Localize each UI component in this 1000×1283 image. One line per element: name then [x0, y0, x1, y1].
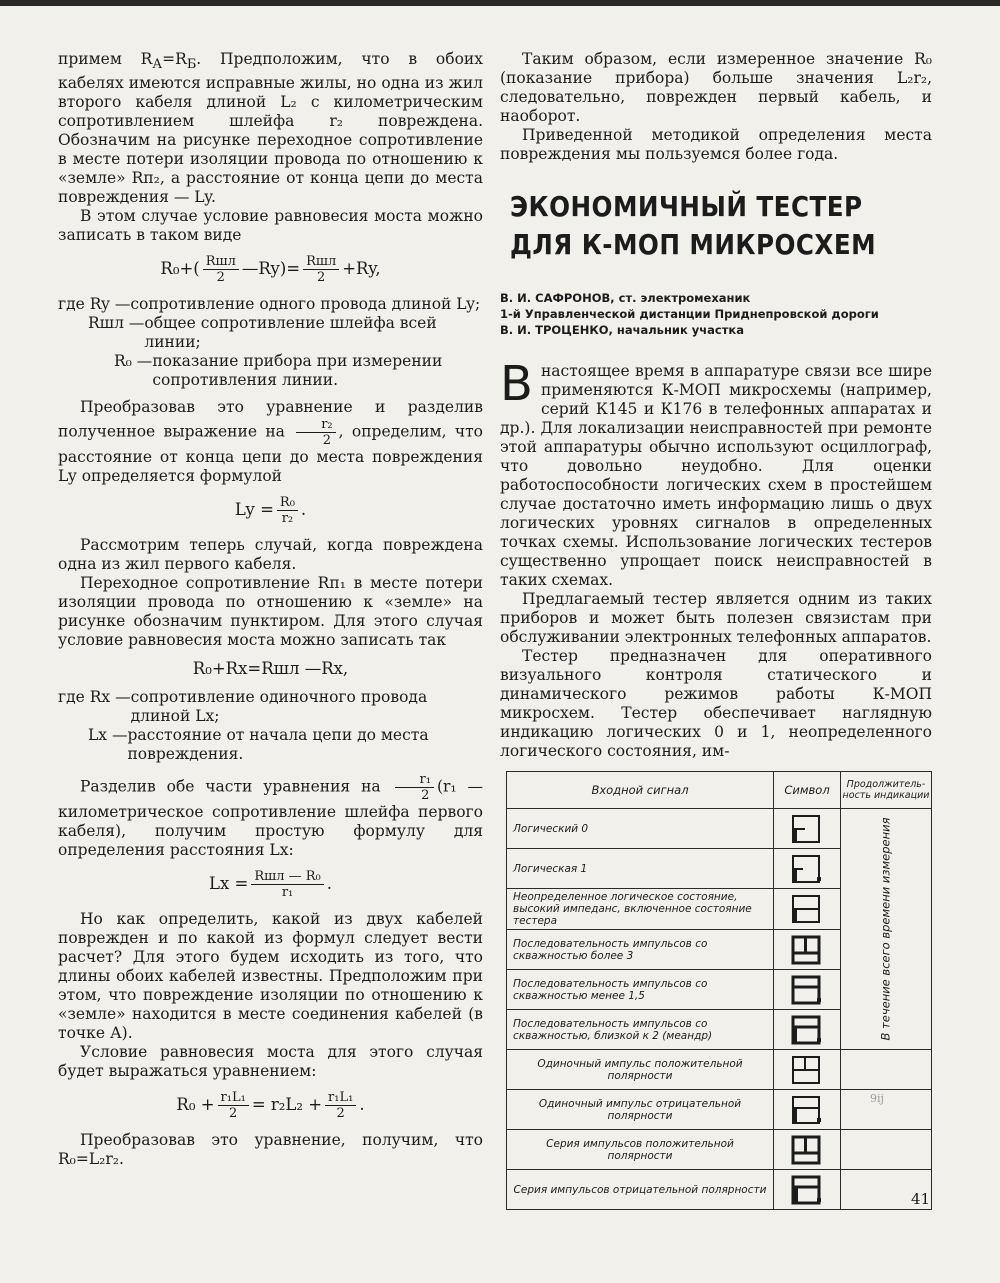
indicator-symbol	[789, 974, 825, 1006]
definition: Rшл — общее сопротивление шлейфа всей линии;	[88, 314, 437, 352]
formula-lx: Lx = $\frac{\text{Rшл — R₀}}{\text{r₁}}$ .	[209, 869, 332, 901]
definition: где Ry — сопротивление одного провода длиной Ly;	[58, 295, 481, 314]
formula-rx: R₀+Rx=Rшл —Rx,	[192, 659, 349, 679]
page-number: 41	[911, 1190, 931, 1208]
indicator-symbol	[789, 1014, 825, 1046]
indicator-symbol	[789, 934, 825, 966]
duration-cell	[841, 1130, 932, 1170]
paragraph: Внастоящее время в аппаратуре связи все шире применяются К-МОП микросхемы (например, серий К145 и К176 в телефонных аппаратах и др.). Для локализации неисправностей при ремонте этой аппаратуры обычно используют осциллограф, что довольно неудобно. Для оценки работоспособности логических схем в простейшем случае достаточно иметь информацию лишь о двух логических уровнях сигналов в определенных точках схемы. Использование логических тестеров существенно упрощает поиск неисправностей в таких схемах.	[500, 356, 932, 589]
paragraph: Таким образом, если измеренное значение R₀ (показание прибора) больше значения L₂r₂, следовательно, поврежден первый кабель, и наоборот.	[500, 50, 932, 125]
indication-table-wrapper	[506, 771, 932, 1210]
paragraph: Тестер предназначен для оперативного визуального контроля статического и динамического режимов работы К-МОП микросхем. Тестер обеспечивает наглядную индикацию логических 0 и 1, неопределенного логического состояния, им-	[500, 647, 932, 760]
duration-cell	[841, 1090, 932, 1130]
article-title: ЭКОНОМИЧНЫЙ ТЕСТЕР ДЛЯ К-МОП МИКРОСХЕМ	[510, 190, 877, 261]
indicator-symbol	[789, 893, 825, 925]
indicator-symbol	[789, 1094, 825, 1126]
definitions-list	[58, 295, 483, 390]
formula-balance: R₀ + $\frac{\text{r₁L₁}}{2}$ = r₂L₂ + $\frac{\text{r₁L₁}}{2}$ .	[176, 1090, 365, 1122]
signal-cell: Последовательность импульсов со скважностью более 3	[507, 930, 774, 970]
authors-block: В. И. САФРОНОВ, ст. электромеханик 1-й Управленческой дистанции Приднепровской дороги В. И. ТРОЦЕНКО, начальник участка	[500, 291, 879, 337]
indicator-symbol	[789, 853, 825, 885]
indicator-symbol	[789, 1134, 825, 1166]
paragraph: Условие равновесия моста для этого случая будет выражаться уравнением:	[58, 1043, 483, 1081]
column-header-duration: Продолжитель-ность индикации	[841, 772, 932, 809]
signal-cell: Неопределенное логическое состояние, высокий импеданс, включенное состояние тестера	[507, 889, 774, 930]
signal-cell: Серия импульсов положительной полярности	[507, 1130, 774, 1170]
drop-cap: В	[500, 356, 533, 412]
paragraph: примем $R_А=R_Б$. Предположим, что в обоих кабелях имеются исправные жилы, но одна из жил второго кабеля длиной L₂ с километрическим сопротивлением шлейфа r₂ повреждена. Обозначим на рисунке переходное сопротивление в месте потери изоляции провода по отношению к «земле» Rп₂, а расстояние от конца цепи до места повреждения — Ly.	[58, 50, 483, 207]
stamp: 9ij	[870, 1092, 884, 1105]
symbol-cell	[774, 1010, 841, 1050]
signal-cell: Одиночный импульс отрицательной полярности	[507, 1090, 774, 1130]
formula-ly: Ly = $\frac{\text{R₀}}{\text{r₂}}$ .	[234, 495, 307, 527]
left-column	[58, 50, 483, 1169]
signal-cell: Одиночный импульс положительной полярности	[507, 1050, 774, 1090]
symbol-cell	[774, 809, 841, 849]
table-row	[507, 1050, 932, 1090]
right-column	[500, 50, 932, 1210]
symbol-cell	[774, 849, 841, 889]
paragraph: В этом случае условие равновесия моста можно записать в таком виде	[58, 207, 483, 245]
symbol-cell	[774, 1130, 841, 1170]
column-header-symbol: Символ	[774, 772, 841, 809]
column-header-signal: Входной сигнал	[507, 772, 774, 809]
paragraph: Приведенной методикой определения места повреждения мы пользуемся более года.	[500, 126, 932, 163]
duration-text: В течение всего времени измерения	[878, 817, 893, 1041]
symbol-cell	[774, 889, 841, 930]
symbol-cell	[774, 1170, 841, 1210]
indicator-symbol	[789, 813, 825, 845]
definitions-list	[58, 688, 483, 764]
table-row	[507, 809, 932, 849]
formula-equilibrium: R₀+( $\frac{\text{Rшл}}{2}$ —Ry)= $\frac{\text{Rшл}}{2}$ +Ry,	[160, 254, 381, 286]
signal-cell: Логическая 1	[507, 849, 774, 889]
symbol-cell	[774, 1050, 841, 1090]
table-row	[507, 1130, 932, 1170]
paragraph: Переходное сопротивление Rп₁ в месте потери изоляции провода по отношению к «земле» на рисунке обозначим пунктиром. Для этого случая условие равновесия моста можно записать так	[58, 574, 483, 650]
paragraph: Разделив обе части уравнения на $\frac{\text{r₁}}{2}$ (r₁ — километрическое сопротивление шлейфа первого кабеля), получим простую формулу для определения расстояния Lx:	[58, 772, 483, 860]
table-row	[507, 1090, 932, 1130]
table-row	[507, 1170, 932, 1210]
duration-cell	[841, 809, 932, 1050]
indicator-symbol	[789, 1054, 825, 1086]
definition: где Rx — сопротивление одиночного провода длиной Lx;	[58, 688, 428, 726]
definition: Lx — расстояние от начала цепи до места повреждения.	[88, 726, 429, 764]
paragraph: Предлагаемый тестер является одним из таких приборов и может быть полезен связистам при обслуживании электронных телефонных аппаратов.	[500, 590, 932, 646]
signal-cell: Последовательность импульсов со скважностью, близкой к 2 (меандр)	[507, 1010, 774, 1050]
symbol-cell	[774, 970, 841, 1010]
duration-cell	[841, 1050, 932, 1090]
signal-cell: Серия импульсов отрицательной полярности	[507, 1170, 774, 1210]
indicator-symbol	[789, 1174, 825, 1206]
symbol-cell	[774, 930, 841, 970]
paragraph: Преобразовав это уравнение и разделив полученное выражение на $\frac{\text{r₂}}{2}$ , определим, что расстояние от конца цепи до места повреждения Ly определяется формулой	[58, 398, 483, 486]
indication-table	[506, 771, 932, 1210]
top-edge	[0, 0, 1000, 6]
definition: R₀ — показание прибора при измерении сопротивления линии.	[114, 352, 443, 390]
symbol-cell	[774, 1090, 841, 1130]
signal-cell: Логический 0	[507, 809, 774, 849]
paragraph: Преобразовав это уравнение, получим, что R₀=L₂r₂.	[58, 1131, 483, 1169]
paragraph: Рассмотрим теперь случай, когда повреждена одна из жил первого кабеля.	[58, 536, 483, 574]
paragraph: Но как определить, какой из двух кабелей поврежден и по какой из формул следует вести расчет? Для этого будем исходить из того, что длины обоих кабелей известны. Предположим при этом, что повреждение изоляции по отношению к «земле» находится в месте соединения кабелей (в точке А).	[58, 910, 483, 1043]
signal-cell: Последовательность импульсов со скважностью менее 1,5	[507, 970, 774, 1010]
